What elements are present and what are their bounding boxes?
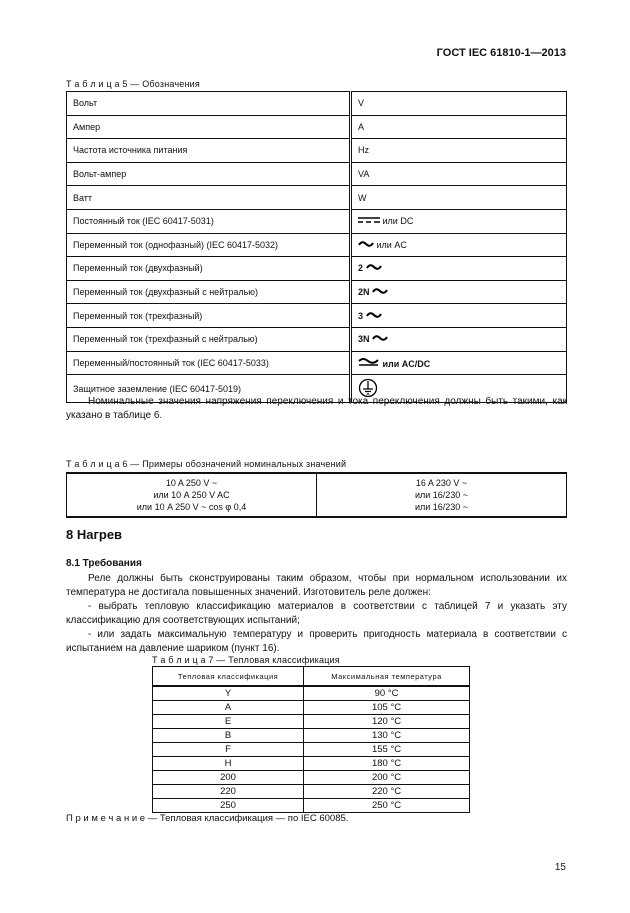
table-row [67, 92, 567, 116]
class-cell: Y [153, 686, 304, 701]
ac-wave-icon [358, 240, 374, 248]
table6 [66, 472, 567, 518]
table-row [153, 771, 470, 785]
designation-name: Ампер [67, 115, 351, 139]
designation-name: Постоянный ток (IEC 60417-5031) [67, 209, 351, 233]
table-row [153, 686, 470, 701]
designation-name: Вольт-ампер [67, 162, 351, 186]
table5 [66, 91, 567, 403]
column-header: Тепловая классификация [153, 667, 304, 687]
designation-symbol [351, 257, 567, 281]
table6-right [317, 473, 567, 517]
table6-caption: Т а б л и ц а 6 — Примеры обозначений номинальных значений [66, 459, 347, 469]
class-cell: 200 [153, 771, 304, 785]
class-cell: 220 [153, 785, 304, 799]
symbol-text: или AC [376, 239, 407, 250]
table-row [153, 799, 470, 813]
table-row [67, 115, 567, 139]
designation-symbol [351, 162, 567, 186]
table-row [153, 785, 470, 799]
symbol-text: VA [358, 169, 370, 180]
temperature-cell: 155 °C [304, 743, 470, 757]
designation-name: Защитное заземление (IEC 60417-5019) [67, 375, 351, 403]
temperature-cell: 120 °C [304, 715, 470, 729]
subsection-heading: 8.1 Требования [66, 558, 142, 569]
symbol-text: 3 [358, 310, 364, 321]
temperature-cell: 105 °C [304, 701, 470, 715]
ac-wave-icon [372, 287, 388, 295]
designation-name: Переменный/постоянный ток (IEC 60417-5033) [67, 351, 351, 375]
class-cell: B [153, 729, 304, 743]
dc-symbol-icon [358, 216, 380, 224]
cell-line: или 16/230 ~ [414, 490, 469, 500]
symbol-text: или DC [382, 216, 414, 227]
column-header: Максимальная температура [304, 667, 470, 687]
section-heading: 8 Нагрев [66, 527, 123, 542]
class-cell: A [153, 701, 304, 715]
table7 [152, 666, 470, 813]
designation-symbol [351, 280, 567, 304]
symbol-text: W [358, 192, 367, 203]
ac-wave-icon [372, 334, 388, 342]
temperature-cell: 250 °C [304, 799, 470, 813]
symbol-text: 3N [358, 334, 370, 345]
table-row [67, 327, 567, 351]
paragraph: Реле должны быть сконструированы таким образом, чтобы при нормальном использовании их температура не достигала повышенных значений. Изготовитель реле должен: [66, 573, 567, 598]
designation-symbol [351, 92, 567, 116]
table-row [153, 743, 470, 757]
symbol-text: 2N [358, 287, 370, 298]
temperature-cell: 220 °C [304, 785, 470, 799]
table-row [67, 280, 567, 304]
table-row [67, 139, 567, 163]
table6-left [67, 473, 317, 517]
table-row [67, 233, 567, 257]
temperature-cell: 90 °C [304, 686, 470, 701]
class-cell: E [153, 715, 304, 729]
designation-symbol [351, 186, 567, 210]
paragraph: - выбрать тепловую классификацию материалов в соответствии с таблицей 7 и указать эту классификацию для соответствующих испытаний; [66, 601, 567, 626]
cell-line: или 10 A 250 V AC [153, 490, 230, 500]
table-row [67, 186, 567, 210]
designation-symbol [351, 115, 567, 139]
table-row [153, 715, 470, 729]
ac-wave-icon [366, 263, 382, 271]
class-cell: H [153, 757, 304, 771]
designation-name: Переменный ток (трехфазный с нейтралью) [67, 327, 351, 351]
paragraph: - или задать максимальную температуру и проверить пригодность материала в соответствии с испытанием на давление шариком (пункт 16). [66, 629, 567, 654]
designation-symbol [351, 304, 567, 328]
table-row [67, 351, 567, 375]
acdc-symbol-icon [358, 357, 380, 367]
designation-name: Вольт [67, 92, 351, 116]
temperature-cell: 180 °C [304, 757, 470, 771]
table-row [153, 729, 470, 743]
table-row [153, 701, 470, 715]
symbol-text: A [358, 121, 365, 132]
document-header: ГОСТ IEC 61810-1—2013 [436, 47, 566, 59]
note: П р и м е ч а н и е — Тепловая классификация — по IEC 60085. [66, 813, 349, 824]
cell-line: 16 A 230 V ~ [415, 478, 468, 488]
designation-name: Ватт [67, 186, 351, 210]
symbol-text: 2 [358, 263, 364, 274]
class-cell: 250 [153, 799, 304, 813]
cell-line: или 10 A 250 V ~ cos φ 0,4 [136, 502, 247, 512]
table-row [153, 757, 470, 771]
table5-caption: Т а б л и ц а 5 — Обозначения [66, 79, 200, 89]
cell-line: 10 A 250 V ~ [165, 478, 218, 488]
temperature-cell: 130 °C [304, 729, 470, 743]
class-cell: F [153, 743, 304, 757]
designation-name: Частота источника питания [67, 139, 351, 163]
designation-symbol [351, 139, 567, 163]
temperature-cell: 200 °C [304, 771, 470, 785]
table-row [67, 209, 567, 233]
table-row [67, 304, 567, 328]
symbol-text: V [358, 98, 365, 109]
designation-name: Переменный ток (двухфазный) [67, 257, 351, 281]
designation-symbol [351, 233, 567, 257]
ac-wave-icon [366, 311, 382, 319]
paragraph: Номинальные значения напряжения переключения и тока переключения должны быть такими, как указано в таблице 6. [66, 396, 567, 421]
table-row [67, 257, 567, 281]
designation-symbol [351, 209, 567, 233]
designation-name: Переменный ток (однофазный) (IEC 60417-5032) [67, 233, 351, 257]
symbol-text: или AC/DC [382, 358, 431, 369]
table-row [67, 162, 567, 186]
symbol-text: Hz [358, 145, 369, 156]
page-number: 15 [554, 862, 566, 873]
designation-symbol [351, 327, 567, 351]
table7-caption: Т а б л и ц а 7 — Тепловая классификация [152, 655, 340, 665]
designation-symbol [351, 351, 567, 375]
designation-name: Переменный ток (двухфазный с нейтралью) [67, 280, 351, 304]
designation-name: Переменный ток (трехфазный) [67, 304, 351, 328]
cell-line: или 16/230 ~ [414, 502, 469, 512]
